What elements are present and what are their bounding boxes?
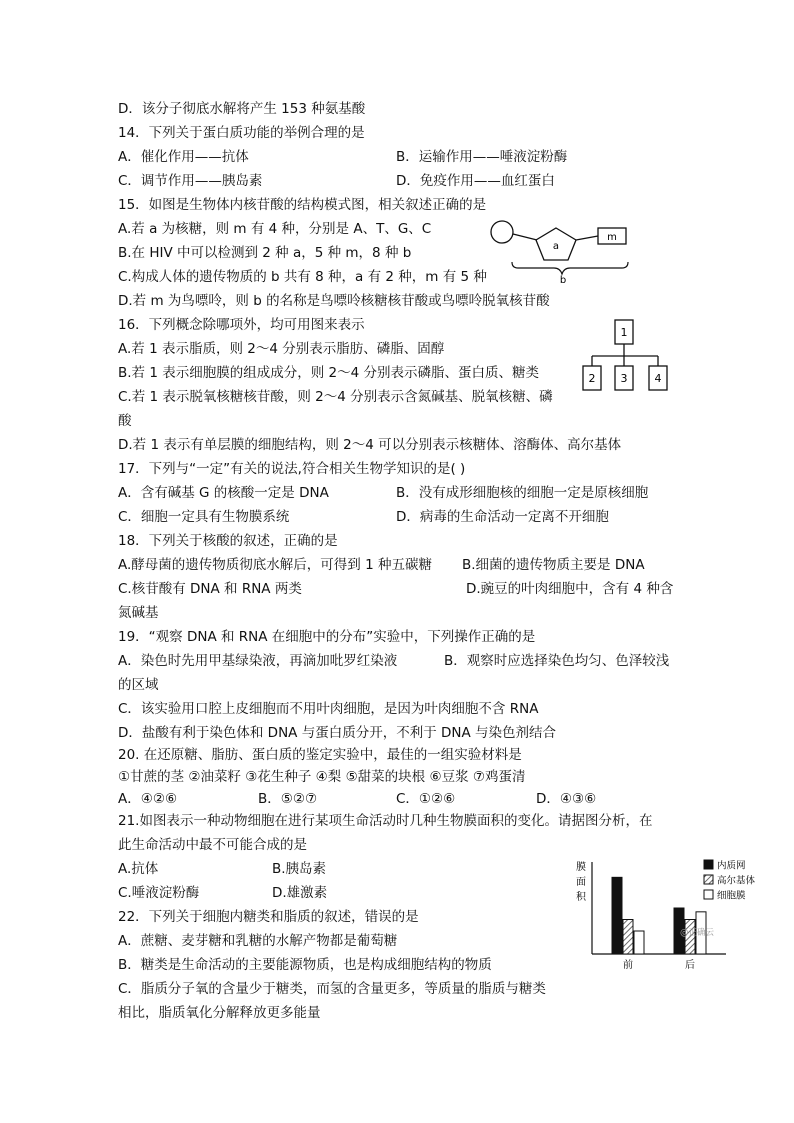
- bond-line-1: [513, 234, 537, 240]
- q15-option-b: B.在 HIV 中可以检测到 2 种 a，5 种 m，8 种 b: [118, 245, 412, 261]
- node-2-label: 2: [588, 372, 596, 385]
- legend-label: 高尔基体: [717, 875, 756, 887]
- q20-stem: 20. 在还原糖、脂肪、蛋白质的鉴定实验中，最佳的一组实验材料是: [118, 747, 522, 763]
- q19-option-a: A．染色时先用甲基绿染液，再滴加吡罗红染液: [118, 653, 398, 669]
- q14-stem: 14．下列关于蛋白质功能的举例合理的是: [118, 125, 365, 141]
- watermark: @正确云: [680, 928, 715, 938]
- q13-option-d: D．该分子彻底水解将产生 153 种氨基酸: [118, 101, 366, 117]
- legend-label: 细胞膜: [717, 890, 746, 902]
- q20-option-d: D．④③⑥: [536, 791, 597, 807]
- q17-option-b: B．没有成形细胞核的细胞一定是原核细胞: [396, 485, 649, 501]
- q14-option-b: B．运输作用——唾液淀粉酶: [396, 149, 568, 165]
- q17-option-a: A．含有碱基 G 的核酸一定是 DNA: [118, 485, 329, 501]
- q15-option-d: D.若 m 为鸟嘌呤，则 b 的名称是鸟嘌呤核糖核苷酸或鸟嘌呤脱氧核苷酸: [118, 293, 550, 309]
- q16-option-b: B.若 1 表示细胞膜的组成成分，则 2～4 分别表示磷脂、蛋白质、糖类: [118, 365, 539, 381]
- q15-option-c: C.构成人体的遗传物质的 b 共有 8 种，a 有 2 种，m 有 5 种: [118, 269, 487, 285]
- x-tick-label: 后: [685, 960, 695, 971]
- bond-line-2: [576, 236, 598, 240]
- q21-option-a: A.抗体: [118, 861, 159, 877]
- q20-option-c: C．①②⑥: [396, 791, 456, 807]
- bar-高尔基体-前: [623, 920, 633, 955]
- membrane-area-chart: [576, 852, 782, 972]
- y-axis-label: [576, 860, 587, 903]
- node-4-label: 4: [654, 372, 662, 385]
- q18-option-d-line1: D.豌豆的叶肉细胞中，含有 4 种含: [466, 581, 674, 597]
- q14-option-d: D．免疫作用——血红蛋白: [396, 173, 555, 189]
- q16-option-d: D.若 1 表示有单层膜的细胞结构，则 2～4 可以分别表示核糖体、溶酶体、高尔基体: [118, 437, 622, 453]
- q17-stem: 17．下列与“一定”有关的说法,符合相关生物学知识的是( ): [118, 461, 466, 477]
- q18-stem: 18．下列关于核酸的叙述，正确的是: [118, 533, 338, 549]
- q21-option-c: C.唾液淀粉酶: [118, 885, 200, 901]
- nucleotide-brace: [512, 262, 628, 274]
- q22-stem: 22．下列关于细胞内糖类和脂质的叙述，错误的是: [118, 909, 419, 925]
- legend-swatch: [704, 875, 713, 884]
- q20-materials: ①甘蔗的茎 ②油菜籽 ③花生种子 ④梨 ⑤甜菜的块根 ⑥豆浆 ⑦鸡蛋清: [118, 769, 526, 785]
- y-label-char: 积: [576, 892, 586, 903]
- bar-内质网-前: [612, 877, 622, 954]
- base-label: m: [607, 232, 617, 243]
- node-3-label: 3: [620, 372, 628, 385]
- q18-option-b: B.细菌的遗传物质主要是 DNA: [462, 557, 645, 573]
- nucleotide-diagram: [488, 218, 638, 284]
- q21-option-b: B.胰岛素: [272, 861, 327, 877]
- q14-option-a: A．催化作用——抗体: [118, 149, 249, 165]
- y-label-char: 膜: [576, 862, 586, 873]
- q20-option-a: A．④②⑥: [118, 791, 178, 807]
- q19-option-b-line2: 的区域: [118, 677, 159, 693]
- legend-swatch: [704, 860, 713, 869]
- q16-option-c-line1: C.若 1 表示脱氧核糖核苷酸，则 2～4 分别表示含氮碱基、脱氧核糖、磷: [118, 389, 553, 405]
- concept-tree-diagram: [578, 318, 676, 394]
- q16-option-a: A.若 1 表示脂质，则 2～4 分别表示脂肪、磷脂、固醇: [118, 341, 445, 357]
- q19-option-c: C．该实验用口腔上皮细胞而不用叶肉细胞，是因为叶肉细胞不含 RNA: [118, 701, 539, 717]
- nucleotide-label: b: [559, 275, 567, 284]
- q16-stem: 16．下列概念除哪项外，均可用图来表示: [118, 317, 365, 333]
- q22-option-a: A．蔗糖、麦芽糖和乳糖的水解产物都是葡萄糖: [118, 933, 398, 949]
- q14-option-c: C．调节作用——胰岛素: [118, 173, 263, 189]
- q20-option-b: B．⑤②⑦: [258, 791, 318, 807]
- q15-stem: 15．如图是生物体内核苷酸的结构模式图，相关叙述正确的是: [118, 197, 487, 213]
- q21-stem-line2: 此生命活动中最不可能合成的是: [118, 837, 307, 853]
- q22-option-c-line1: C．脂质分子氧的含量少于糖类，而氢的含量更多，等质量的脂质与糖类: [118, 981, 546, 997]
- phosphate-circle: [491, 221, 513, 243]
- q22-option-b: B．糖类是生命活动的主要能源物质，也是构成细胞结构的物质: [118, 957, 492, 973]
- q16-option-c-line2: 酸: [118, 413, 132, 429]
- node-1-label: 1: [620, 326, 628, 339]
- x-tick-label: 前: [623, 960, 633, 971]
- y-label-char: 面: [576, 877, 586, 888]
- legend-label: 内质网: [717, 860, 746, 872]
- q19-option-b-line1: B．观察时应选择染色均匀、色泽较浅: [444, 653, 670, 669]
- q18-option-a: A.酵母菌的遗传物质彻底水解后，可得到 1 种五碳糖: [118, 557, 432, 573]
- pentose-label: a: [552, 241, 560, 252]
- q18-option-d-line2: 氮碱基: [118, 605, 159, 621]
- q19-stem: 19．“观察 DNA 和 RNA 在细胞中的分布”实验中，下列操作正确的是: [118, 629, 536, 645]
- q17-option-d: D．病毒的生命活动一定离不开细胞: [396, 509, 609, 525]
- q18-option-c: C.核苷酸有 DNA 和 RNA 两类: [118, 581, 302, 597]
- q21-option-d: D.雄激素: [272, 885, 328, 901]
- legend-swatch: [704, 890, 713, 899]
- bar-细胞膜-前: [634, 931, 644, 954]
- q19-option-d: D．盐酸有利于染色体和 DNA 与蛋白质分开，不利于 DNA 与染色剂结合: [118, 725, 557, 741]
- q21-stem-line1: 21.如图表示一种动物细胞在进行某项生命活动时几种生物膜面积的变化。请据图分析，在: [118, 813, 653, 829]
- q15-option-a: A.若 a 为核糖，则 m 有 4 种，分别是 A、T、G、C: [118, 221, 432, 237]
- q22-option-c-line2: 相比，脂质氧化分解释放更多能量: [118, 1005, 321, 1021]
- q17-option-c: C．细胞一定具有生物膜系统: [118, 509, 290, 525]
